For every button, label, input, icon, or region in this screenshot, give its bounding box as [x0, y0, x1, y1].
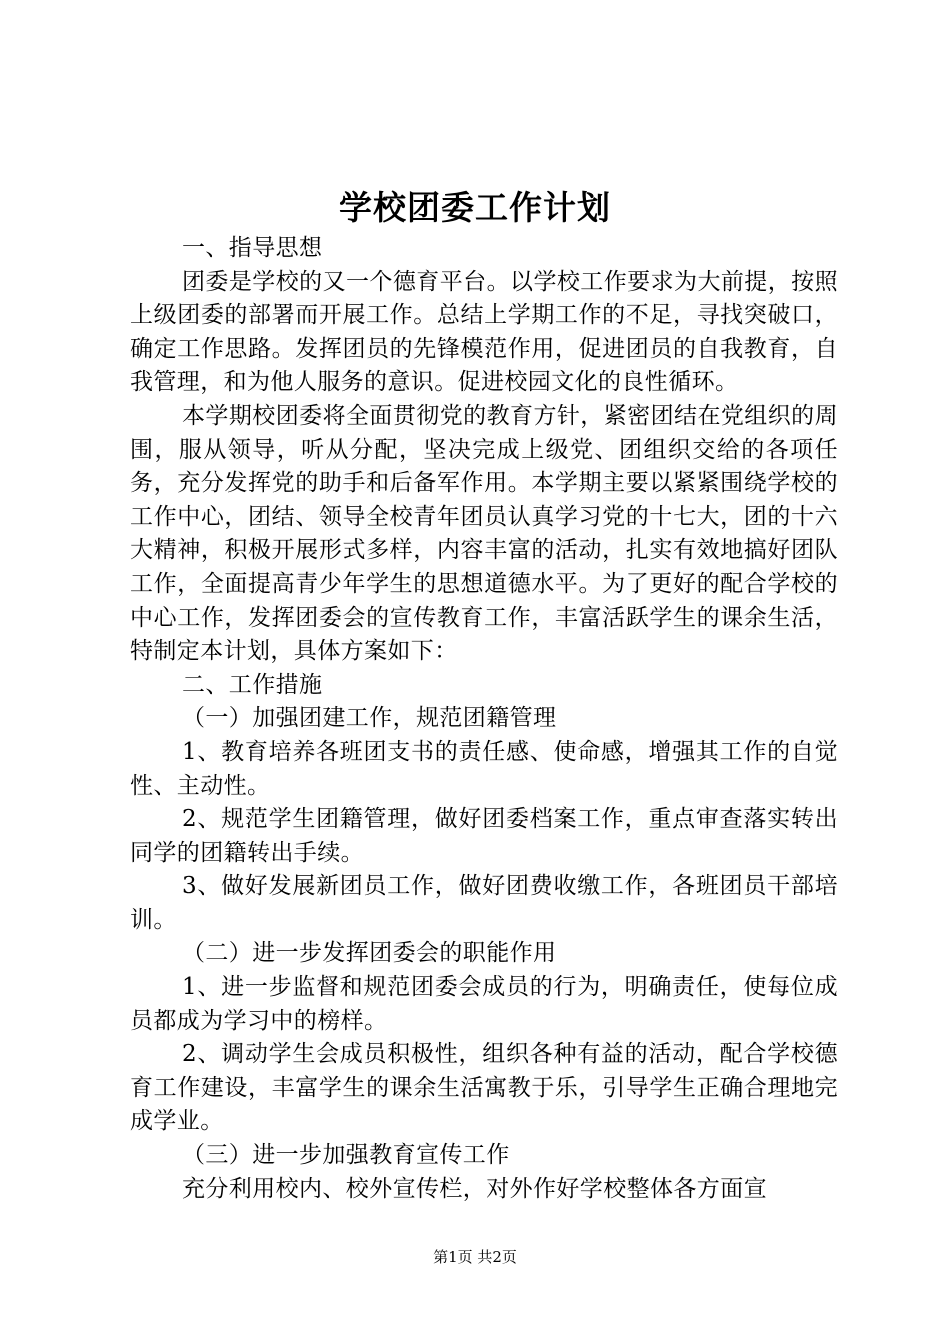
- list-item-1: 1、教育培养各班团支书的责任感、使命感，增强其工作的自觉性、主动性。: [130, 738, 838, 799]
- subheading-league-building: （一）加强团建工作，规范团籍管理: [182, 705, 557, 732]
- section-heading-work-measures: 二、工作措施: [182, 671, 323, 698]
- document-title: 学校团委工作计划: [339, 188, 611, 227]
- section-heading-guiding-thought: 一、指导思想: [182, 235, 323, 261]
- document-body: [130, 232, 838, 1206]
- paragraph-intro: 团委是学校的又一个德育平台。以学校工作要求为大前提，按照上级团委的部署而开展工作。总结上学期工作的不足，寻找突破口，确定工作思路。发挥团员的先锋模范作用，促进团员的自我教育，自我管理，和为他人服务的意识。促进校园文化的良性循环。: [130, 268, 838, 396]
- page-number-footer: 第1页 共2页: [433, 1248, 517, 1266]
- list-item-2: 2、规范学生团籍管理，做好团委档案工作，重点审查落实转出同学的团籍转出手续。: [130, 806, 838, 866]
- paragraph-publicity: 充分利用校内、校外宣传栏，对外作好学校整体各方面宣: [182, 1175, 767, 1202]
- subheading-committee-functions: （二）进一步发挥团委会的职能作用: [182, 940, 557, 967]
- list-item-2: 2、调动学生会成员积极性，组织各种有益的活动，配合学校德育工作建设，丰富学生的课余生活寓教于乐，引导学生正确合理地完成学业。: [130, 1041, 838, 1135]
- list-item-3: 3、做好发展新团员工作，做好团费收缴工作，各班团员干部培训。: [130, 873, 838, 933]
- subheading-publicity: （三）进一步加强教育宣传工作: [182, 1142, 510, 1169]
- list-item-1: 1、进一步监督和规范团委会成员的行为，明确责任，使每位成员都成为学习中的榜样。: [130, 974, 838, 1034]
- paragraph-semester-plan: 本学期校团委将全面贯彻党的教育方针，紧密团结在党组织的周围，服从领导，听从分配，坚决完成上级党、团组织交给的各项任务，充分发挥党的助手和后备军作用。本学期主要以紧紧围绕学校的工作中心，团结、领导全校青年团员认真学习党的十七大，团的十六大精神，积极开展形式多样，内容丰富的活动，扎实有效地搞好团队工作，全面提高青少年学生的思想道德水平。为了更好的配合学校的中心工作，发挥团委会的宣传教育工作，丰富活跃学生的课余生活，特制定本计划，具体方案如下：: [130, 402, 838, 665]
